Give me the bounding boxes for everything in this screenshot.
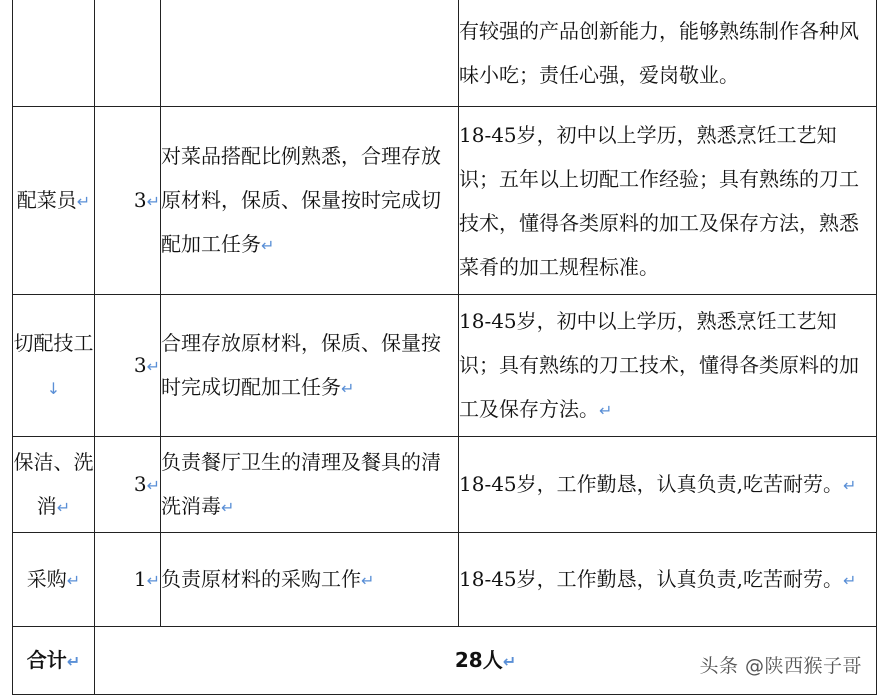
paragraph-mark-icon: ↵	[341, 378, 355, 398]
count-cell	[95, 107, 161, 295]
paragraph-mark-icon: ↵	[221, 497, 235, 517]
duty-text: 合理存放原材料，保质、保量按时完成切配加工任务	[161, 330, 441, 399]
requirement-text: 有较强的产品创新能力，能够熟练制作各种风味小吃；责任心强，爱岗敬业。	[459, 18, 859, 87]
paragraph-mark-icon: ↵	[599, 400, 613, 420]
duty-cell	[161, 0, 459, 107]
table-row	[13, 533, 877, 627]
paragraph-mark-icon: ↵	[843, 570, 857, 590]
position-cell	[13, 437, 95, 533]
duty-text: 负责餐厅卫生的清理及餐具的清洗消毒	[161, 449, 441, 518]
position-text: 配菜员	[16, 187, 77, 212]
total-label: 合计	[26, 647, 67, 672]
duty-cell	[161, 295, 459, 437]
position-cell	[13, 295, 95, 437]
paragraph-mark-icon: ↵	[66, 570, 81, 590]
position-cell	[13, 0, 95, 107]
paragraph-mark-icon: ↵	[76, 191, 91, 211]
paragraph-mark-icon: ↵	[146, 570, 160, 590]
count-cell	[95, 295, 161, 437]
paragraph-mark-icon: ↵	[361, 570, 375, 590]
paragraph-mark-icon: ↵	[146, 356, 160, 376]
table-row	[13, 0, 877, 107]
paragraph-mark-icon: ↵	[146, 475, 160, 495]
count-text: 3	[133, 187, 147, 212]
count-cell	[95, 437, 161, 533]
duty-text: 负责原材料的采购工作	[161, 566, 361, 591]
position-text: 采购	[26, 566, 67, 591]
position-text: 切配技工	[13, 330, 94, 355]
count-text: 3	[133, 471, 147, 496]
total-label-cell	[13, 627, 95, 695]
requirement-cell	[459, 295, 877, 437]
duty-cell	[161, 107, 459, 295]
paragraph-mark-icon: ↵	[502, 651, 517, 671]
table-row	[13, 107, 877, 295]
requirement-text: 18-45岁，工作勤恳，认真负责,吃苦耐劳。	[459, 471, 844, 496]
paragraph-mark-icon: ↵	[56, 497, 71, 517]
paragraph-mark-icon: ↵	[66, 651, 81, 671]
table-row	[13, 295, 877, 437]
requirement-text: 18-45岁，初中以上学历，熟悉烹饪工艺知识；具有熟练的刀工技术，懂得各类原料的加工及保存方法。	[459, 308, 859, 421]
count-cell	[95, 0, 161, 107]
paragraph-mark-icon: ↵	[843, 475, 857, 495]
watermark: 头条 @陕西猴子哥	[699, 655, 862, 677]
position-text: 保洁、洗消	[13, 449, 94, 518]
count-cell	[95, 533, 161, 627]
requirement-text: 18-45岁，工作勤恳，认真负责,吃苦耐劳。	[459, 566, 844, 591]
paragraph-mark-icon: ↵	[146, 191, 160, 211]
duty-cell	[161, 533, 459, 627]
requirement-cell	[459, 107, 877, 295]
requirement-cell	[459, 533, 877, 627]
staff-table	[12, 0, 877, 695]
position-cell	[13, 533, 95, 627]
total-value: 28人	[454, 647, 503, 672]
duty-cell	[161, 437, 459, 533]
duty-text: 对菜品搭配比例熟悉，合理存放原材料，保质、保量按时完成切配加工任务	[161, 143, 441, 256]
requirement-cell	[459, 437, 877, 533]
count-text: 3	[133, 352, 147, 377]
requirement-cell	[459, 0, 877, 107]
line-break-mark-icon: ↓	[46, 378, 61, 398]
table-row	[13, 437, 877, 533]
requirement-text: 18-45岁，初中以上学历，熟悉烹饪工艺知识；五年以上切配工作经验；具有熟练的刀工技术，懂得各类原料的加工及保存方法，熟悉菜肴的加工规程标准。	[459, 122, 859, 279]
paragraph-mark-icon: ↵	[261, 235, 275, 255]
count-text: 1	[133, 566, 147, 591]
position-cell	[13, 107, 95, 295]
